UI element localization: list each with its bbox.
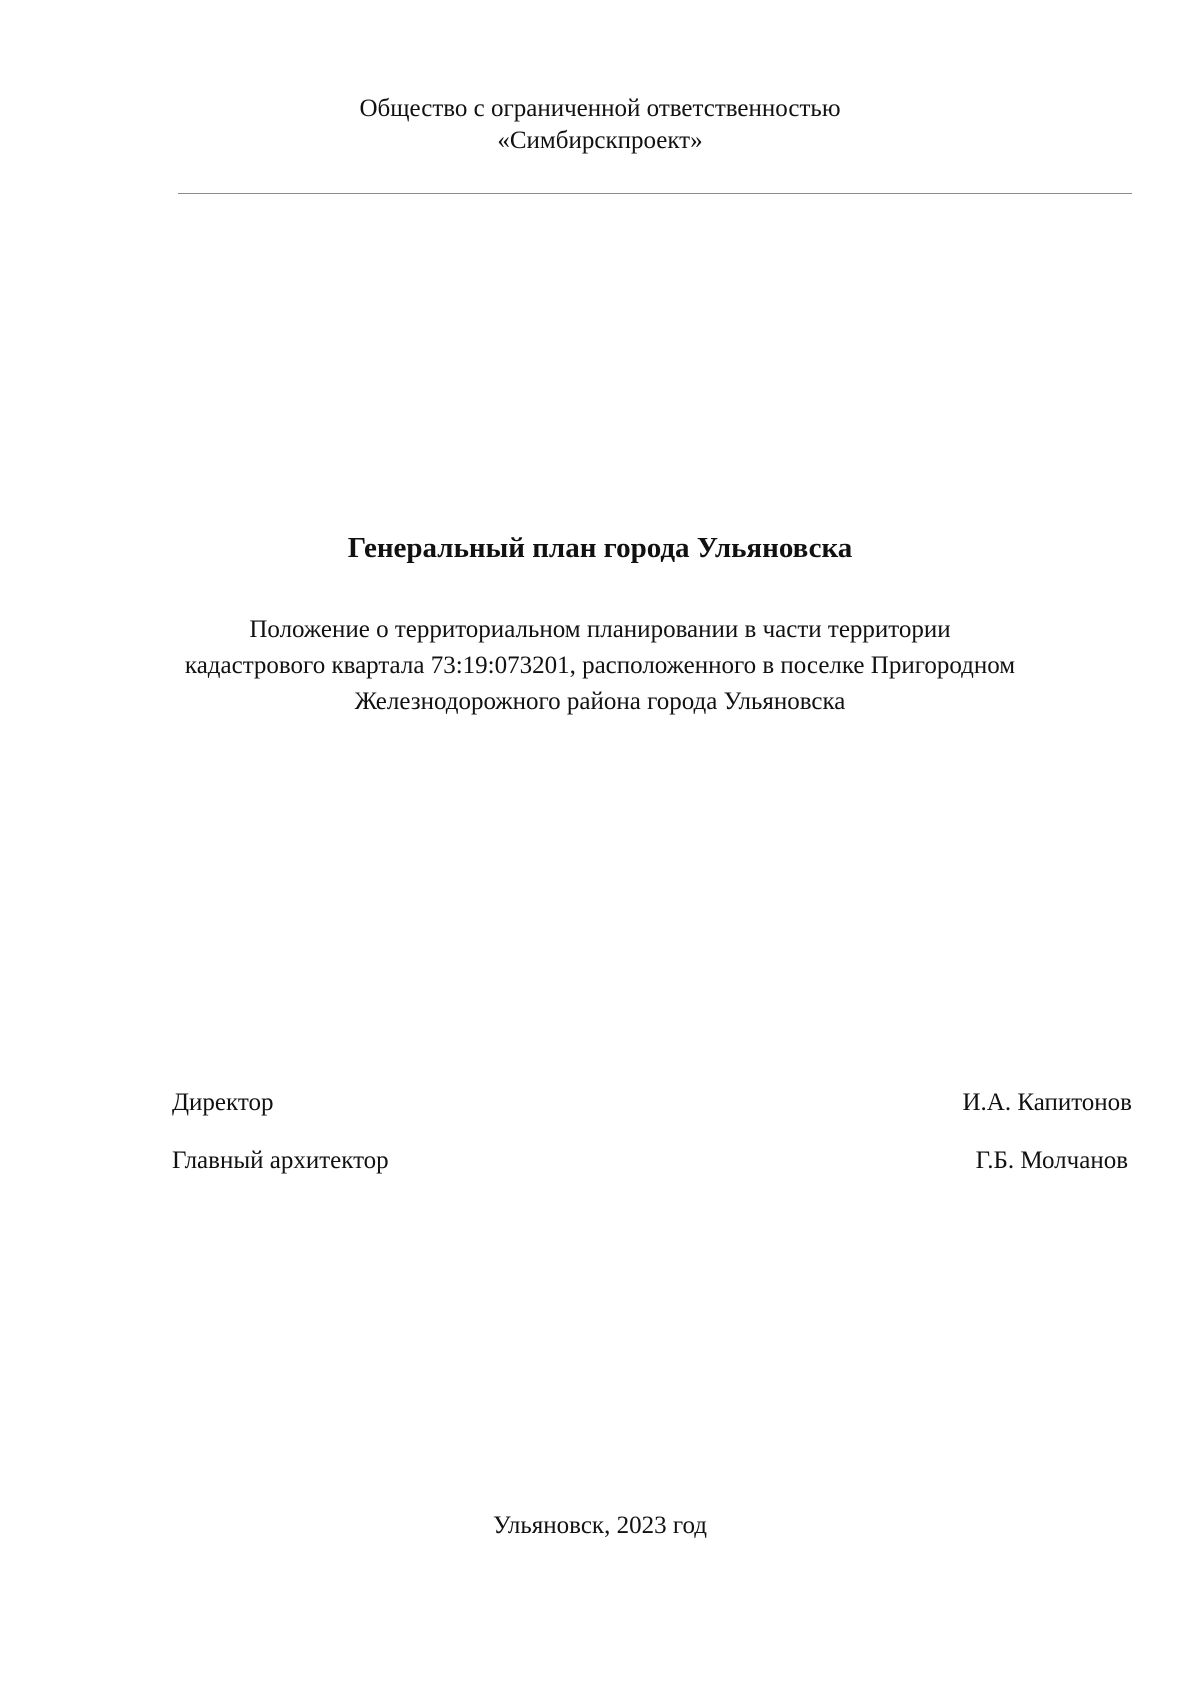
header-divider (178, 193, 1132, 194)
subtitle-line: Положение о территориальном планировании в части территории (249, 616, 951, 643)
organization-name: «Симбирскпроект» (497, 127, 703, 154)
document-subtitle (0, 612, 1200, 720)
signature-role: Главный архитектор (172, 1147, 389, 1174)
signature-role: Директор (172, 1089, 274, 1116)
organization-header (0, 93, 1200, 157)
document-title: Генеральный план города Ульяновска (347, 532, 853, 564)
subtitle-line: Железнодорожного района города Ульяновска (354, 688, 846, 715)
place-and-year: Ульяновск, 2023 год (493, 1512, 707, 1539)
subtitle-line: кадастрового квартала 73:19:073201, расположенного в поселке Пригородном (184, 652, 1016, 679)
signature-row-chief-architect (172, 1144, 1132, 1178)
signature-name: Г.Б. Молчанов (975, 1147, 1128, 1174)
signature-name: И.А. Капитонов (962, 1089, 1132, 1116)
organization-type: Общество с ограниченной ответственностью (359, 95, 841, 122)
signature-row-director (172, 1086, 1132, 1120)
